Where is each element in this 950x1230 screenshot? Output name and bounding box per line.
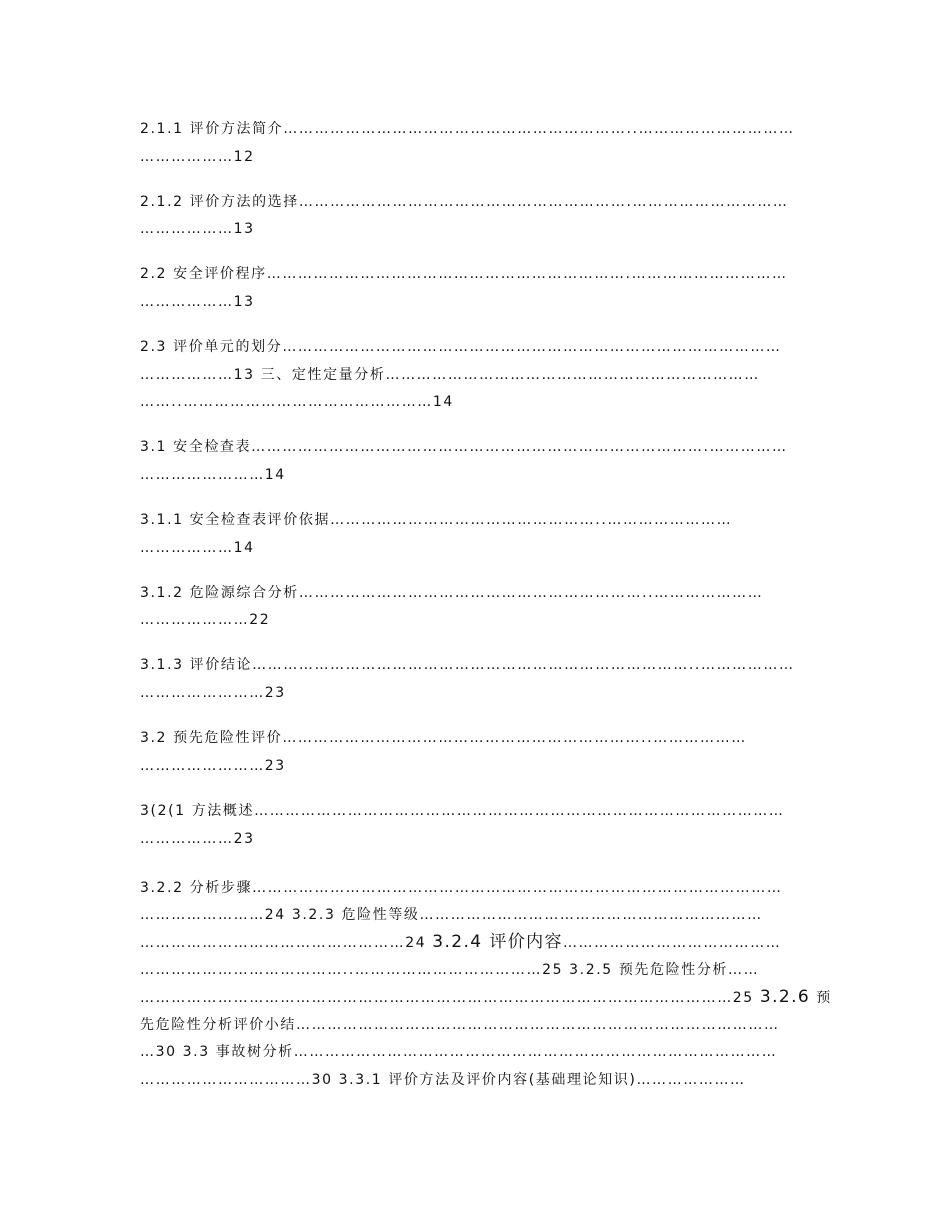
toc-entry-2-3-page: ………………13 三、定性定量分析……………………………………………………………… <box>140 367 760 383</box>
toc-entry-2-2: 2.2 安全评价程序…………………………………………………………….………………………… <box>140 266 788 282</box>
toc-entry-3-1-2: 3.1.2 危险源综合分析…………………………………………………………..………………… <box>140 585 764 601</box>
toc-entry-3-2-6-row <box>140 987 832 1008</box>
toc-entry-2-1-2-page: ………………13 <box>140 221 255 237</box>
toc-entry-3-2-4-leader: …………………………………… <box>562 935 782 951</box>
toc-entry-3-1-1-page: ………………14 <box>140 540 255 556</box>
toc-entry-3-2-6: 先危险性分析评价小结………………………………………………………………………………… <box>140 1017 780 1033</box>
toc-entry-3-2-4-row <box>140 932 812 953</box>
toc-entry-3-1-page: ……………………14 <box>140 467 286 483</box>
toc-entry-2-2-page: ………………13 <box>140 294 255 310</box>
toc-entry-2-1-1-page: ………………12 <box>140 149 255 165</box>
toc-entry-3-page: ……..…………………………………………14 <box>140 394 454 410</box>
toc-entry-3-1-3: 3.1.3 评价结论…………………………………………………………………………..……………… <box>140 657 795 673</box>
toc-entry-3-1: 3.1 安全检查表…………………………………………………………………………….…………… <box>140 439 788 455</box>
toc-entry-3-2-5-page: ……………………………………………………………………………………………………25 <box>140 990 760 1006</box>
toc-entry-3-3-1: ……………………………30 3.3.1 评价方法及评价内容(基础理论知识)………………… <box>140 1072 746 1088</box>
toc-entry-3-2-1: 3(2(1 方法概述………………………………………………………………………………………… <box>140 803 785 819</box>
toc-entry-3-2-3: ……………………24 3.2.3 危险性等级………………………………………………………… <box>140 907 763 923</box>
toc-entry-3-1-1: 3.1.1 安全检查表评价依据……………………………………………..…………………… <box>140 512 733 528</box>
toc-entry-3-2-4-title: 3.2.4 评价内容 <box>432 932 563 952</box>
toc-entry-3-2: 3.2 预先危险性评价……………………………………………………………..……………… <box>140 730 747 746</box>
toc-entry-3-2-4-page-lead: ……………………………………………24 <box>140 935 433 951</box>
toc-entry-3-2-1-page: ………………23 <box>140 831 255 847</box>
toc-entry-2-3: 2.3 评价单元的划分…………………………………………………………………………………… <box>140 339 782 355</box>
toc-entry-3-2-6-title-start: 预 <box>810 990 832 1006</box>
toc-entry-3-2-5: …………………………………..………………………………25 3.2.5 预先危险性分析…… <box>140 962 760 978</box>
toc-entry-3-1-2-page: …………………22 <box>140 612 271 628</box>
toc-entry-3-1-3-page: ……………………23 <box>140 685 286 701</box>
toc-entry-3-2-6-number: 3.2.6 <box>759 987 811 1007</box>
toc-entry-2-1-1: 2.1.1 评价方法简介…………………………………………………………..………………………… <box>140 121 795 137</box>
toc-entry-2-1-2: 2.1.2 评价方法的选择……………………………………………………….………………………… <box>140 194 789 210</box>
toc-entry-3-2-2: 3.2.2 分析步骤………………………………………………………………………………………… <box>140 880 783 896</box>
toc-entry-3-2-page: ……………………23 <box>140 758 286 774</box>
toc-entry-3-3: …30 3.3 事故树分析………………………………………………………………………………… <box>140 1044 778 1060</box>
